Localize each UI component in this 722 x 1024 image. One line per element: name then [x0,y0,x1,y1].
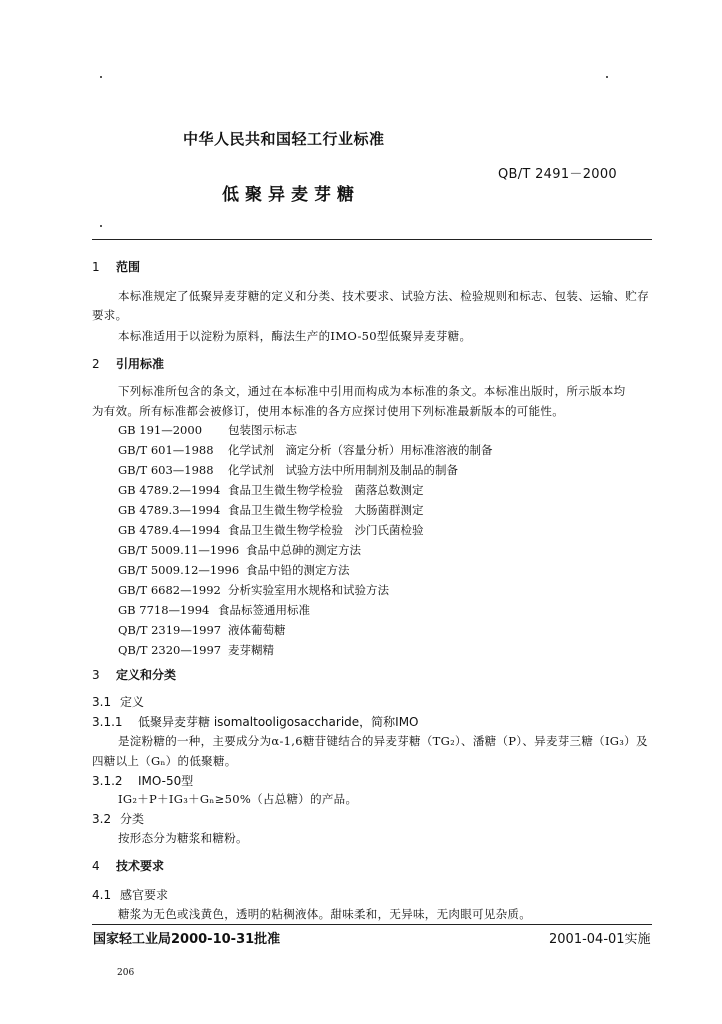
paragraph: 按形态分为糖浆和糖粉。 [118,831,248,845]
paragraph: 是淀粉糖的一种，主要成分为α-1,6糖苷键结合的异麦芽糖（TG₂）、潘糖（P）、异麦芽三糖（IG₃）及 [118,734,648,748]
section-title: 引用标准 [116,357,165,371]
reference-item: GB/T 601—1988 化学试剂 滴定分析（容量分析）用标准溶液的制备 [118,443,493,457]
scan-speck [100,225,102,227]
paragraph: 为有效。所有标准都会被修订，使用本标准的各方应探讨使用下列标准最新版本的可能性。 [92,404,564,418]
standard-number: QB/T 2491－2000 [498,167,617,182]
section-number: 1 [92,260,100,274]
reference-item: GB 4789.2—1994 食品卫生微生物学检验 菌落总数测定 [118,483,424,497]
section-number: 4 [92,859,100,873]
reference-item: GB/T 5009.11—1996 食品中总砷的测定方法 [118,543,361,557]
subsection-heading: 3.1.2 IMO-50型 [92,774,194,788]
subsection-heading: 3.1.1 低聚异麦芽糖 isomaltooligosaccharide，简称IMO [92,715,419,729]
header-divider [92,239,652,240]
section-3-heading [92,666,176,683]
document-title: 低聚异麦芽糖 [222,185,360,205]
approval-date: 国家轻工业局2000-10-31批准 [93,932,281,947]
section-title: 技术要求 [116,859,165,873]
reference-item: GB/T 5009.12—1996 食品中铅的测定方法 [118,563,350,577]
section-number: 3 [92,668,100,682]
paragraph: 本标准适用于以淀粉为原料，酶法生产的IMO-50型低聚异麦芽糖。 [118,329,472,343]
paragraph: 糖浆为无色或浅黄色，透明的粘稠液体。甜味柔和，无异味，无肉眼可见杂质。 [118,907,531,921]
paragraph: IG₂＋P＋IG₃＋Gₙ≥50%（占总糖）的产品。 [118,792,358,806]
reference-item: GB/T 603—1988 化学试剂 试验方法中所用制剂及制品的制备 [118,463,458,477]
section-number: 2 [92,357,100,371]
paragraph: 要求。 [92,308,128,322]
subsection-heading: 3.1 定义 [92,695,145,709]
paragraph: 四糖以上（Gₙ）的低聚糖。 [92,754,237,768]
reference-item: GB/T 6682—1992 分析实验室用水规格和试验方法 [118,583,389,597]
reference-item: GB 4789.3—1994 食品卫生微生物学检验 大肠菌群测定 [118,503,424,517]
reference-item: QB/T 2319—1997 液体葡萄糖 [118,623,286,637]
issuing-organization: 中华人民共和国轻工行业标准 [183,130,385,148]
footer-divider [92,924,652,925]
reference-item: QB/T 2320—1997 麦芽糊精 [118,643,274,657]
paragraph: 下列标准所包含的条文，通过在本标准中引用而构成为本标准的条文。本标准出版时，所示版本均 [118,384,626,398]
subsection-heading: 3.2 分类 [92,812,145,826]
paragraph: 本标准规定了低聚异麦芽糖的定义和分类、技术要求、试验方法、检验规则和标志、包装、运输、贮存 [118,289,649,303]
section-4-heading [92,857,164,874]
subsection-heading: 4.1 感官要求 [92,888,169,902]
section-1-heading [92,258,140,275]
scan-speck [100,76,102,78]
page-number: 206 [117,968,135,978]
reference-item: GB 7718—1994 食品标签通用标准 [118,603,310,617]
section-title: 定义和分类 [116,668,177,682]
section-title: 范围 [116,260,141,274]
section-2-heading [92,355,164,372]
effective-date: 2001-04-01实施 [549,932,651,947]
reference-item: GB 4789.4—1994 食品卫生微生物学检验 沙门氏菌检验 [118,523,424,537]
reference-item: GB 191—2000 包装图示标志 [118,423,297,437]
scan-speck [606,76,608,78]
